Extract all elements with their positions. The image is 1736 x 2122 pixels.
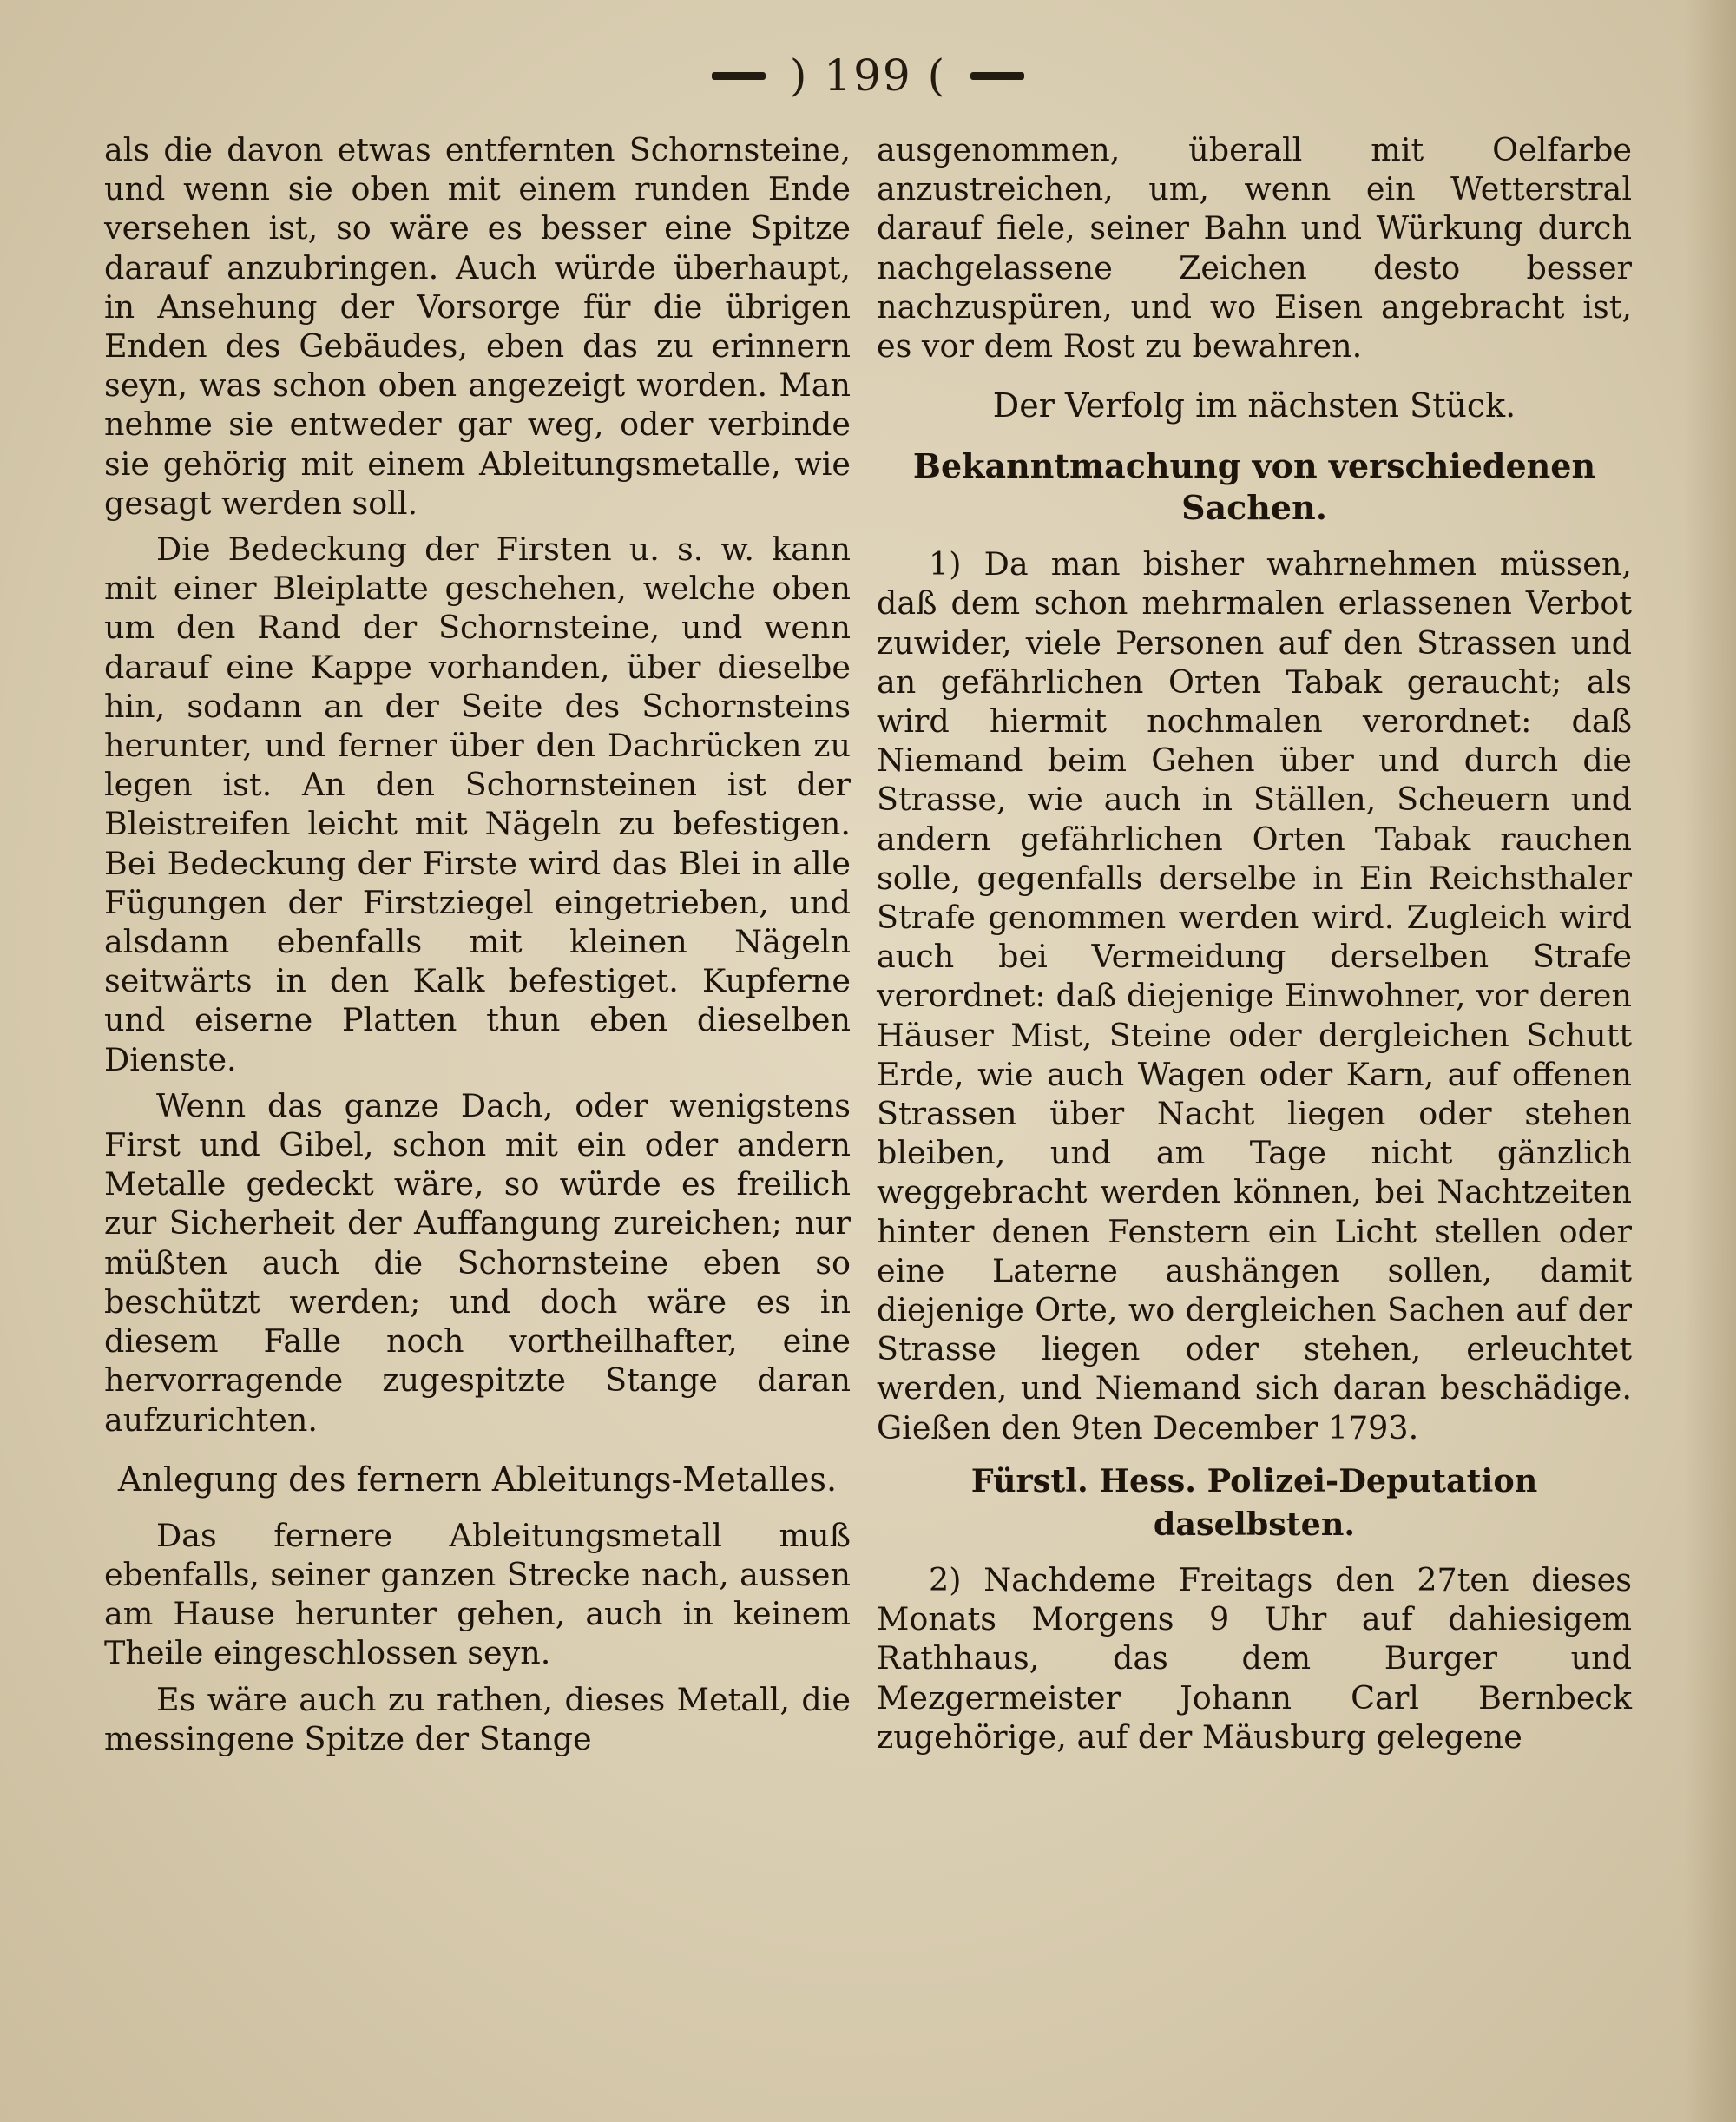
left-paragraph-5: Es wäre auch zu rathen, dieses Metall, die messingene Spitze der Stange (104, 1680, 851, 1757)
page-header (0, 45, 1736, 106)
left-paragraph-1: als die davon etwas entfernten Schornsteine, und wenn sie oben mit einem runden Ende versehen ist, so wäre es besser eine Spitze darauf anzubringen. Auch würde überhaupt, in Ansehung der Vorsorge für die übrigen Enden des Gebäudes, eben das zu erinnern seyn, was schon oben angezeigt worden. Man nehme sie entweder gar weg, oder verbinde sie gehörig mit einem Ableitungsmetalle, wie gesagt werden soll. (104, 131, 851, 522)
header-dash-left (712, 72, 766, 80)
left-column (104, 130, 851, 1765)
left-section-heading: Anlegung des fernern Ableitungs-Metalles. (117, 1460, 838, 1499)
right-column (877, 130, 1632, 1763)
right-paragraph-1: ausgenommen, überall mit Oelfarbe anzustreichen, um, wenn ein Wetterstral darauf fiele, seiner Bahn und Würkung durch nachgelassene Zeichen desto besser nachzuspüren, und wo Eisen angebracht ist, es vor dem Rost zu bewahren. (877, 131, 1632, 366)
signature-line: Fürstl. Hess. Polizei-Deputation daselbsten. (970, 1461, 1538, 1543)
right-section-heading: Bekanntmachung von verschiedenen Sachen. (912, 446, 1596, 528)
left-paragraph-4: Das fernere Ableitungsmetall muß ebenfalls, seiner ganzen Strecke nach, aussen am Hause herunter gehen, auch in keinem Theile eingeschlossen seyn. (104, 1516, 851, 1672)
left-paragraph-3: Wenn das ganze Dach, oder wenigstens First und Gibel, schon mit ein oder andern Metalle gedeckt wäre, so würde es freilich zur Sicherheit der Auffangung zureichen; nur müßten auch die Schornsteine eben so beschützt werden; und doch wäre es in diesem Falle noch vortheilhafter, eine hervorragende zugespitzte Stange daran aufzurichten. (104, 1086, 851, 1439)
right-paragraph-2: 1) Da man bisher wahrnehmen müssen, daß dem schon mehrmalen erlassenen Verbot zuwider, viele Personen auf den Strassen und an gefährlichen Orten Tabak geraucht; als wird hiermit nochmalen verordnet: daß Niemand beim Gehen über und durch die Strasse, wie auch in Ställen, Scheuern und andern gefährlichen Orten Tabak rauchen solle, gegenfalls derselbe in Ein Reichsthaler Strafe genommen werden wird. Zugleich wird auch bei Vermeidung derselben Strafe verordnet: daß diejenige Einwohner, vor deren Häuser Mist, Steine oder dergleichen Schutt Erde, wie auch Wagen oder Karn, auf offenen Strassen über Nacht liegen oder stehen bleiben, und am Tage nicht gänzlich weggebracht werden können, bei Nachtzeiten hinter denen Fenstern ein Licht stellen oder eine Laterne aushängen sollen, damit diejenige Orte, wo dergleichen Sachen auf der Strasse liegen oder stehen, erleuchtet werden, und Niemand sich daran beschädige. Gießen den 9ten December 1793. (877, 545, 1632, 1447)
page-number: ) 199 ( (789, 50, 947, 101)
right-paragraph-3: 2) Nachdeme Freitags den 27ten dieses Monats Morgens 9 Uhr auf dahiesigem Rathhaus, das dem Burger und Mezgermeister Johann Carl Bernbeck zugehörige, auf der Mäusburg gelegene (877, 1560, 1632, 1756)
header-dash-right (970, 72, 1024, 80)
left-paragraph-2: Die Bedeckung der Firsten u. s. w. kann mit einer Bleiplatte geschehen, welche oben um den Rand der Schornsteine, und wenn darauf eine Kappe vorhanden, über dieselbe hin, sodann an der Seite des Schornsteins herunter, und ferner über den Dachrücken zu legen ist. An den Schornsteinen ist der Bleistreifen leicht mit Nägeln zu befestigen. Bei Bedeckung der Firste wird das Blei in alle Fügungen der Firstziegel eingetrieben, und alsdann ebenfalls mit kleinen Nägeln seitwärts in den Kalk befestiget. Kupferne und eiserne Platten thun eben dieselben Dienste. (104, 530, 851, 1078)
page-edge-shadow (1684, 0, 1736, 2122)
continued-notice: Der Verfolg im nächsten Stück. (992, 386, 1516, 425)
